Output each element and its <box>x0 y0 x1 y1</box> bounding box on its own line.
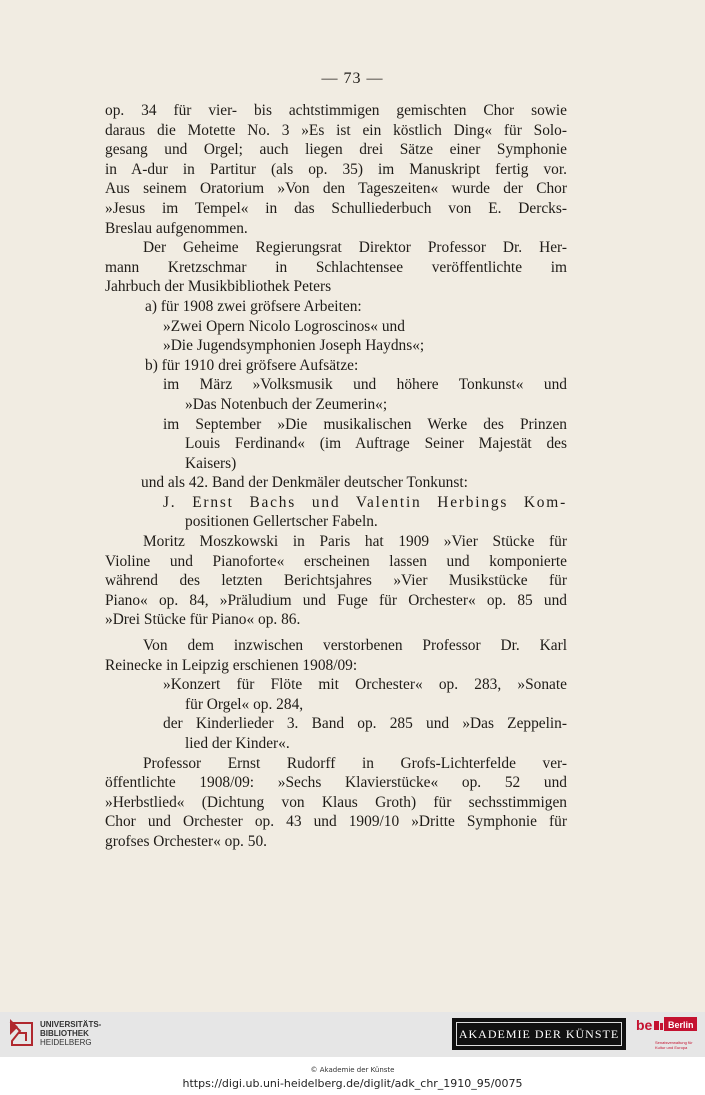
text-line: op. 34 für vier- bis achtstimmigen gemischten Chor sowie <box>105 102 567 119</box>
list-line: der Kinderlieder 3. Band op. 285 und »Das Zeppelin- <box>163 715 567 733</box>
text-line: in A-dur in Partitur (als op. 35) im Manuskript fertig vor. <box>105 160 567 178</box>
text-line: Jahrbuch der Musikbibliothek Peters <box>105 278 332 296</box>
list-line: »Die Jugendsymphonien Joseph Haydns«; <box>163 337 425 355</box>
source-url[interactable]: https://digi.ub.uni-heidelberg.de/diglit/adk_chr_1910_95/0075 <box>182 1077 523 1090</box>
svg-text:Berlin: Berlin <box>668 1020 694 1030</box>
text-line: Von dem inzwischen verstorbenen Professor Dr. Karl <box>143 637 567 655</box>
list-line: und als 42. Band der Denkmäler deutscher Tonkunst: <box>141 474 468 492</box>
text-line: Piano« op. 84, »Präludium und Fuge für Orchester« op. 85 und <box>105 591 567 609</box>
text-line: während des letzten Berichtsjahres »Vier Musikstücke für <box>105 572 567 590</box>
page-number: — 73 — <box>321 70 384 87</box>
text-line: mann Kretzschmar in Schlachtensee veröffentlichte im <box>105 258 567 276</box>
library-line: UNIVERSITÄTS- <box>40 1020 102 1029</box>
text-line: »Herbstlied« (Dichtung von Klaus Groth) für sechsstimmigen <box>105 793 567 811</box>
text-line: »Jesus im Tempel« in das Schulliederbuch von E. Dercks- <box>105 199 567 217</box>
text-line: Der Geheime Regierungsrat Direktor Professor Dr. Her- <box>143 239 567 257</box>
text-line: gesang und Orgel; auch liegen drei Sätze einer Symphonie <box>105 141 567 159</box>
text-line: grofses Orchester« op. 50. <box>105 832 267 850</box>
berlin-subtitle: Senatsverwaltung für Kultur und Europa <box>655 1040 693 1050</box>
list-line: J. Ernst Bachs und Valentin Herbings Kom- <box>163 493 567 511</box>
list-line: positionen Gellertscher Fabeln. <box>185 513 378 531</box>
list-line: »Das Notenbuch der Zeumerin«; <box>185 395 388 413</box>
list-line: lied der Kinder«. <box>185 735 290 752</box>
list-line: im September »Die musikalischen Werke des Prinzen <box>163 415 567 433</box>
text-line: Reinecke in Leipzig erschienen 1908/09: <box>105 656 358 674</box>
copyright-notice: © Akademie der Künste <box>310 1066 395 1074</box>
library-line: HEIDELBERG <box>40 1038 92 1047</box>
akademie-der-kuenste-logo[interactable] <box>452 1018 626 1050</box>
page-text <box>105 101 567 852</box>
text-line: öffentlichte 1908/09: »Sechs Klavierstücke« op. 52 und <box>105 774 567 792</box>
list-line: im März »Volksmusik und höhere Tonkunst« und <box>163 376 567 394</box>
list-line: Louis Ferdinand« (im Auftrage Seiner Majestät des <box>185 435 567 453</box>
list-line: Kaisers) <box>185 454 237 472</box>
university-library-logo-icon[interactable] <box>8 1017 34 1047</box>
text-line: Aus seinem Oratorium »Von den Tageszeiten« wurde der Chor <box>105 180 567 198</box>
text-line: Professor Ernst Rudorff in Grofs-Lichterfelde ver- <box>143 754 567 772</box>
list-line: b) für 1910 drei gröfsere Aufsätze: <box>145 356 359 374</box>
list-line: »Zwei Opern Nicolo Logroscinos« und <box>163 317 405 335</box>
svg-text:be: be <box>636 1017 653 1033</box>
text-line: Moritz Moszkowski in Paris hat 1909 »Vier Stücke für <box>143 533 567 551</box>
text-line: Chor und Orchester op. 43 und 1909/10 »Dritte Symphonie für <box>105 813 567 831</box>
text-line: Breslau aufgenommen. <box>105 219 248 237</box>
list-line: a) für 1908 zwei gröfsere Arbeiten: <box>145 297 362 315</box>
text-line: daraus die Motette No. 3 »Es ist ein köstlich Ding« für Solo- <box>105 121 567 139</box>
list-line: für Orgel« op. 284, <box>185 695 304 713</box>
library-line: BIBLIOTHEK <box>40 1029 89 1038</box>
university-library-name[interactable] <box>40 1020 101 1047</box>
text-line: »Drei Stücke für Piano« op. 86. <box>105 611 301 629</box>
text-line: Violine und Pianoforte« erscheinen lassen und komponierte <box>105 552 567 570</box>
adk-label: AKADEMIE DER KÜNSTE <box>456 1022 622 1046</box>
list-line: »Konzert für Flöte mit Orchester« op. 283, »Sonate <box>163 676 567 694</box>
